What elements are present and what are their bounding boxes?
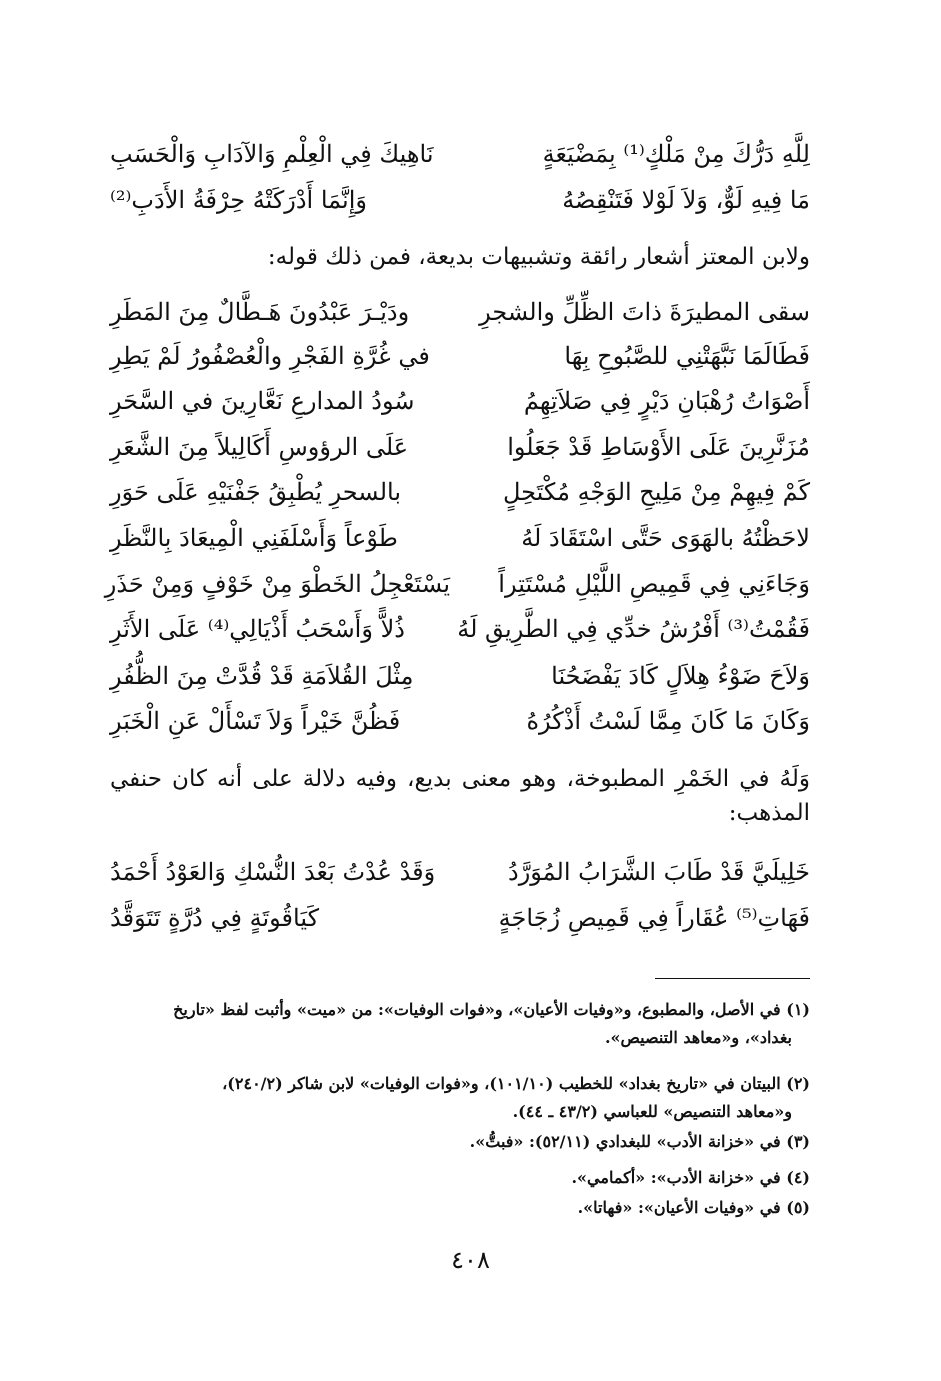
poem2-verse-8-first-hemistich: فَقُمْتُ⁽³⁾ أَفْرُشُ خدِّي فِي الطَّرِيقِ لَهُ bbox=[457, 615, 810, 643]
poem2-verse-5-first-hemistich: كَمْ فِيهِمْ مِنْ مَلِيحِ الوَجْهِ مُكْتَحِلٍ bbox=[502, 478, 810, 506]
poem2-verse-9-second-hemistich: مِثْلَ القُلاَمَةِ قَدْ قُدَّتْ مِنَ الظُّفُرِ bbox=[110, 662, 414, 690]
footnote-2 bbox=[110, 1070, 810, 1126]
poem3-verse-2 bbox=[110, 898, 810, 938]
poem2-verse-1 bbox=[110, 292, 810, 332]
poem2-verse-2 bbox=[110, 336, 810, 376]
poem2-verse-10 bbox=[110, 701, 810, 741]
poem1-verse-2-first-hemistich: مَا فِيهِ لَوٌّ، وَلاَ لَوْلا فَتَنْقِصُهُ bbox=[562, 186, 810, 214]
poem2-verse-8-second-hemistich: ذُلاًّ وَأَسْحَبُ أَذْيَالِي⁽⁴⁾ عَلَى الأَثَرِ bbox=[110, 615, 405, 643]
poem2-verse-2-first-hemistich: فَطَالَمَا نَبَّهَتْنِي للصَّبُوحِ بِهَا bbox=[564, 342, 810, 370]
poem2-verse-10-first-hemistich: وَكَانَ مَا كَانَ مِمَّا لَسْتُ أَذْكُرُهُ bbox=[526, 707, 810, 735]
poem2-verse-1-second-hemistich: ودَيْـرَ عَبْدُونَ هَـطَّالٌ مِنَ المَطَرِ bbox=[110, 298, 410, 326]
poem2-verse-9 bbox=[110, 656, 810, 696]
poem2-verse-6-first-hemistich: لاحَظْتُهُ بالهَوَى حَتَّى اسْتَقَادَ لَهُ bbox=[521, 524, 810, 552]
poem2-verse-3-second-hemistich: سُودُ المدارعِ نَعَّارِينَ في السَّحَرِ bbox=[110, 387, 415, 415]
poem2-verse-5-second-hemistich: بالسحرِ يُطْبِقُ جَفْنَيْهِ عَلَى حَوَرِ bbox=[110, 478, 402, 506]
poem2-verse-3 bbox=[110, 381, 810, 421]
poem1-verse-2 bbox=[110, 180, 810, 220]
poem3-verse-2-first-hemistich: فَهَاتِ⁽⁵⁾ عُقَاراً فِي قَمِيصِ زُجَاجَةٍ bbox=[498, 904, 810, 932]
poem2-verse-6 bbox=[110, 518, 810, 558]
poem3-verse-1 bbox=[110, 852, 810, 892]
footnote-3 bbox=[110, 1128, 810, 1156]
footnote-4-line-1: (٤) في «خزانة الأدب»: «أكمامي». bbox=[571, 1168, 810, 1187]
poem2-verse-4-first-hemistich: مُزَنَّرِينَ عَلَى الأَوْسَاطِ قَدْ جَعَلُوا bbox=[507, 433, 810, 461]
poem2-verse-6-second-hemistich: طَوْعاً وَأَسْلَفَنِي الْمِيعَادَ بِالنَّظَرِ bbox=[110, 524, 398, 552]
poem2-verse-1-first-hemistich: سقى المطيرَةَ ذاتَ الظِّلِّ والشجرِ bbox=[479, 298, 810, 326]
footnote-1-line-1: (١) في الأصل، والمطبوع، و«وفيات الأعيان»، و«فوات الوفيات»: من «ميت» وأثبت لفظ «تاريخ bbox=[173, 1000, 810, 1019]
footnote-4 bbox=[110, 1164, 810, 1192]
poem2-verse-7 bbox=[104, 564, 810, 604]
footnote-3-line-1: (٣) في «خزانة الأدب» للبغدادي (٥٢/١١): «فبتُّ». bbox=[469, 1132, 810, 1151]
poem2-verse-7-first-hemistich: وَجَاءَنِي فِي قَمِيصِ اللَّيْلِ مُسْتَتِراً bbox=[498, 570, 810, 598]
footnote-5 bbox=[110, 1194, 810, 1222]
poem1-verse-2-second-hemistich: وَإِنَّمَا أَدْرَكَتْهُ حِرْفَةُ الأَدَبِ⁽²⁾ bbox=[110, 186, 367, 214]
footnote-1 bbox=[110, 996, 810, 1052]
poem3-verse-1-first-hemistich: خَلِيلَيَّ قَدْ طَابَ الشَّرَابُ المُوَرَّدُ bbox=[508, 858, 810, 886]
poem2-verse-5 bbox=[110, 472, 810, 512]
prose-intro-ibn-al-mutazz: ولابن المعتز أشعار رائقة وتشبيهات بديعة، فمن ذلك قوله: bbox=[267, 244, 810, 270]
poem3-verse-2-second-hemistich: كَيَاقُوتَةٍ فِي دُرَّةٍ تَتَوَقَّدُ bbox=[110, 904, 320, 932]
poem3-verse-1-second-hemistich: وَقَدْ عُدْتُ بَعْدَ النُّسْكِ وَالعَوْدُ أَحْمَدُ bbox=[110, 858, 436, 886]
poem2-verse-7-second-hemistich: يَسْتَعْجِلُ الخَطْوَ مِنْ خَوْفٍ وَمِنْ حَذَرِ bbox=[104, 570, 450, 598]
poem1-verse-1-first-hemistich: لِلَّهِ دَرُّكَ مِنْ مَلْكٍ⁽¹⁾ بِمَضْيَعَةٍ bbox=[542, 140, 810, 168]
page-number: ٤٠٨ bbox=[451, 1246, 490, 1274]
footnote-separator bbox=[655, 978, 810, 979]
footnote-2-line-1: (٢) البيتان في «تاريخ بغداد» للخطيب (١٠١/١٠)، و«فوات الوفيات» لابن شاكر (٢٤٠/٢)، bbox=[222, 1074, 810, 1093]
poem2-verse-8 bbox=[110, 609, 810, 649]
footnote-1-line-2: بغداد»، و«معاهد التنصيص». bbox=[604, 1028, 792, 1047]
poem1-verse-1-second-hemistich: نَاهِيكَ فِي الْعِلْمِ وَالآدَابِ وَالْحَسَبِ bbox=[110, 140, 434, 168]
prose-intro-cooked-wine: وَلَهُ في الخَمْرِ المطبوخة، وهو معنى بديع، وفيه دلالة على أنه كان حنفي المذهب: bbox=[110, 766, 810, 826]
footnote-5-line-1: (٥) في «وفيات الأعيان»: «فهاتا». bbox=[577, 1198, 810, 1217]
poem2-verse-10-second-hemistich: فَظُنَّ خَيْراً وَلاَ تَسْأَلْ عَنِ الْخَبَرِ bbox=[110, 707, 401, 735]
poem2-verse-3-first-hemistich: أَصْوَاتُ رُهْبَانِ دَيْرٍ فِي صَلاَتِهِمُ bbox=[523, 387, 810, 415]
poem2-verse-4 bbox=[110, 427, 810, 467]
poem2-verse-4-second-hemistich: عَلَى الرؤوسِ أَكَالِيلاً مِنَ الشَّعَرِ bbox=[110, 433, 409, 461]
footnote-2-line-2: و«معاهد التنصيص» للعباسي (٤٣/٢ ـ ٤٤). bbox=[512, 1102, 792, 1121]
poem2-verse-2-second-hemistich: في غُرَّةِ الفَجْرِ والْعُصْفُورُ لَمْ يَطِرِ bbox=[110, 342, 430, 370]
poem2-verse-9-first-hemistich: وَلاَحَ ضَوْءُ هِلاَلٍ كَادَ يَفْضَحُنَا bbox=[551, 662, 810, 690]
poem1-verse-1 bbox=[110, 134, 810, 174]
